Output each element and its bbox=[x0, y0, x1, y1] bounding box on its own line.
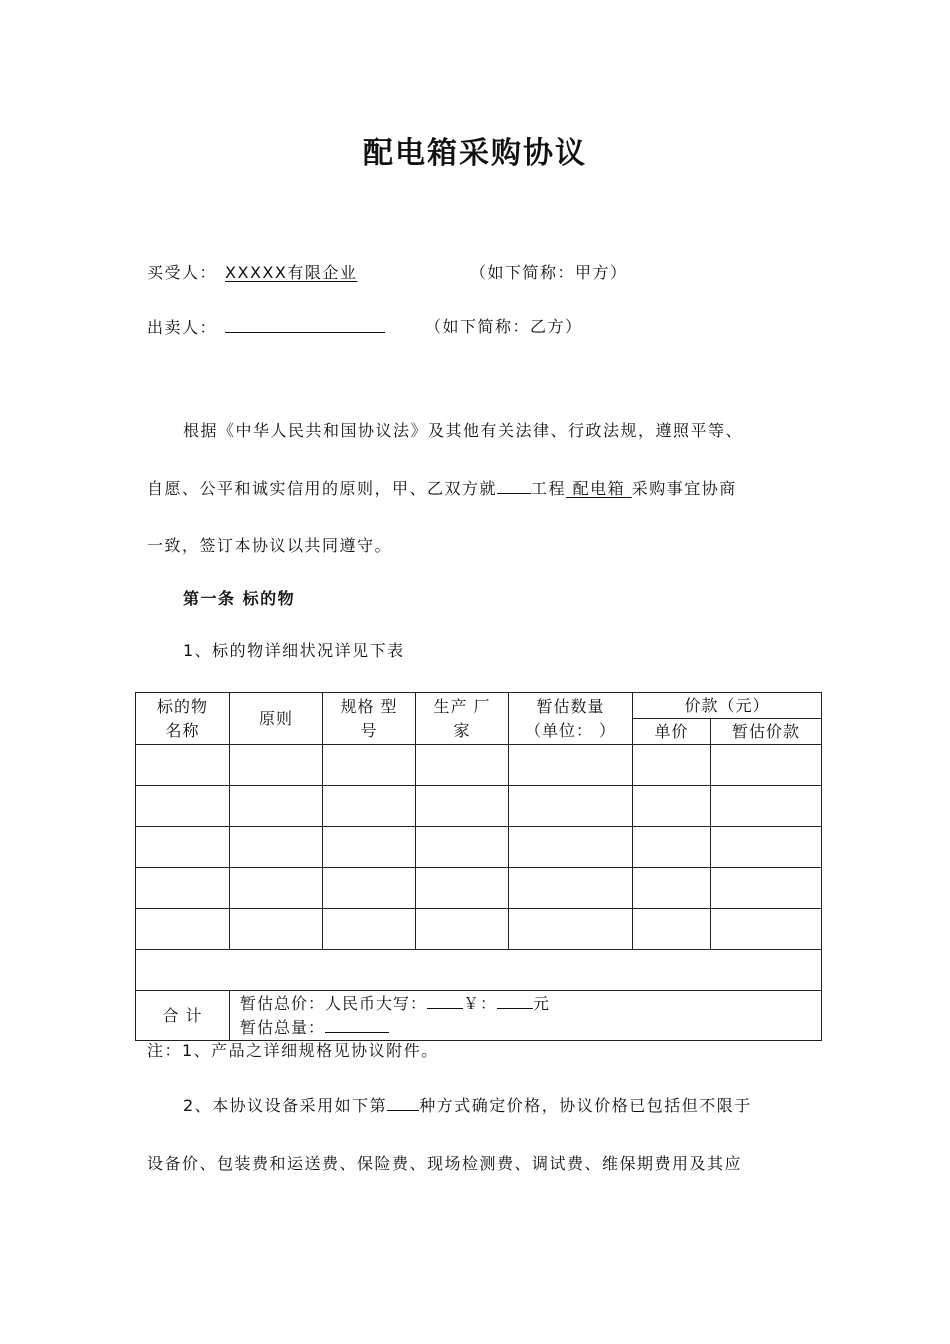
table-total-row bbox=[136, 991, 822, 1041]
table-row bbox=[136, 868, 822, 909]
header-qty: 暂估数量 （单位： ） bbox=[509, 693, 633, 745]
buyer-label: 买受人： bbox=[147, 263, 218, 282]
buyer-name: XXXXX有限企业 bbox=[225, 263, 358, 282]
table-row bbox=[136, 827, 822, 868]
para1-line1: 根据《中华人民共和国协议法》及其他有关法律、行政法规，遵照平等、 bbox=[183, 421, 744, 440]
item2-line1: 2、本协议设备采用如下第 种方式确定价格，协议价格已包括但不限于 bbox=[183, 1096, 752, 1115]
total-label: 合 计 bbox=[136, 991, 230, 1041]
para1-line3: 一致，签订本协议以共同遵守。 bbox=[147, 536, 393, 555]
item1-text: 1、标的物详细状况详见下表 bbox=[183, 641, 405, 660]
section1-heading: 第一条 标的物 bbox=[183, 589, 296, 608]
header-unit-price: 单价 bbox=[633, 719, 711, 745]
header-principle: 原则 bbox=[230, 693, 323, 745]
total-qty-line: 暂估总量： bbox=[240, 1016, 821, 1040]
buyer-note: （如下简称：甲方） bbox=[470, 263, 628, 282]
para1-line2: 自愿、公平和诚实信用的原则，甲、乙双方就 工程 配电箱 采购事宜协商 bbox=[147, 479, 737, 498]
table-row bbox=[136, 745, 822, 786]
total-qty-blank[interactable] bbox=[325, 1016, 389, 1033]
header-name: 标的物名称 bbox=[136, 693, 230, 745]
buyer-line bbox=[147, 262, 409, 284]
seller-label: 出卖人： bbox=[147, 318, 218, 337]
total-cell bbox=[230, 991, 822, 1041]
item-name: 配电箱 bbox=[572, 479, 626, 498]
table-row bbox=[136, 909, 822, 950]
project-blank bbox=[497, 477, 531, 494]
total-price-line: 暂估总价：人民币大写： ￥： 元 bbox=[240, 993, 551, 1013]
total-number-blank[interactable] bbox=[497, 992, 533, 1009]
seller-line bbox=[147, 316, 385, 339]
item2-line2: 设备价、包装费和运送费、保险费、现场检测费、调试费、维保期费用及其应 bbox=[147, 1154, 743, 1173]
header-price-group: 价款（元） bbox=[633, 693, 822, 719]
table-note: 注：1、产品之详细规格见协议附件。 bbox=[147, 1041, 439, 1060]
seller-note: （如下简称：乙方） bbox=[425, 317, 583, 336]
header-spec: 规格 型号 bbox=[323, 693, 416, 745]
goods-table bbox=[135, 692, 822, 1041]
table-row bbox=[136, 786, 822, 827]
document-title: 配电箱采购协议 bbox=[363, 136, 587, 171]
header-est-amount: 暂估价款 bbox=[711, 719, 822, 745]
table-row-merged bbox=[136, 950, 822, 991]
header-maker: 生产 厂家 bbox=[416, 693, 509, 745]
table-header-row bbox=[136, 693, 822, 719]
seller-name-blank bbox=[225, 316, 385, 333]
total-words-blank[interactable] bbox=[427, 992, 463, 1009]
method-blank[interactable] bbox=[387, 1094, 419, 1111]
